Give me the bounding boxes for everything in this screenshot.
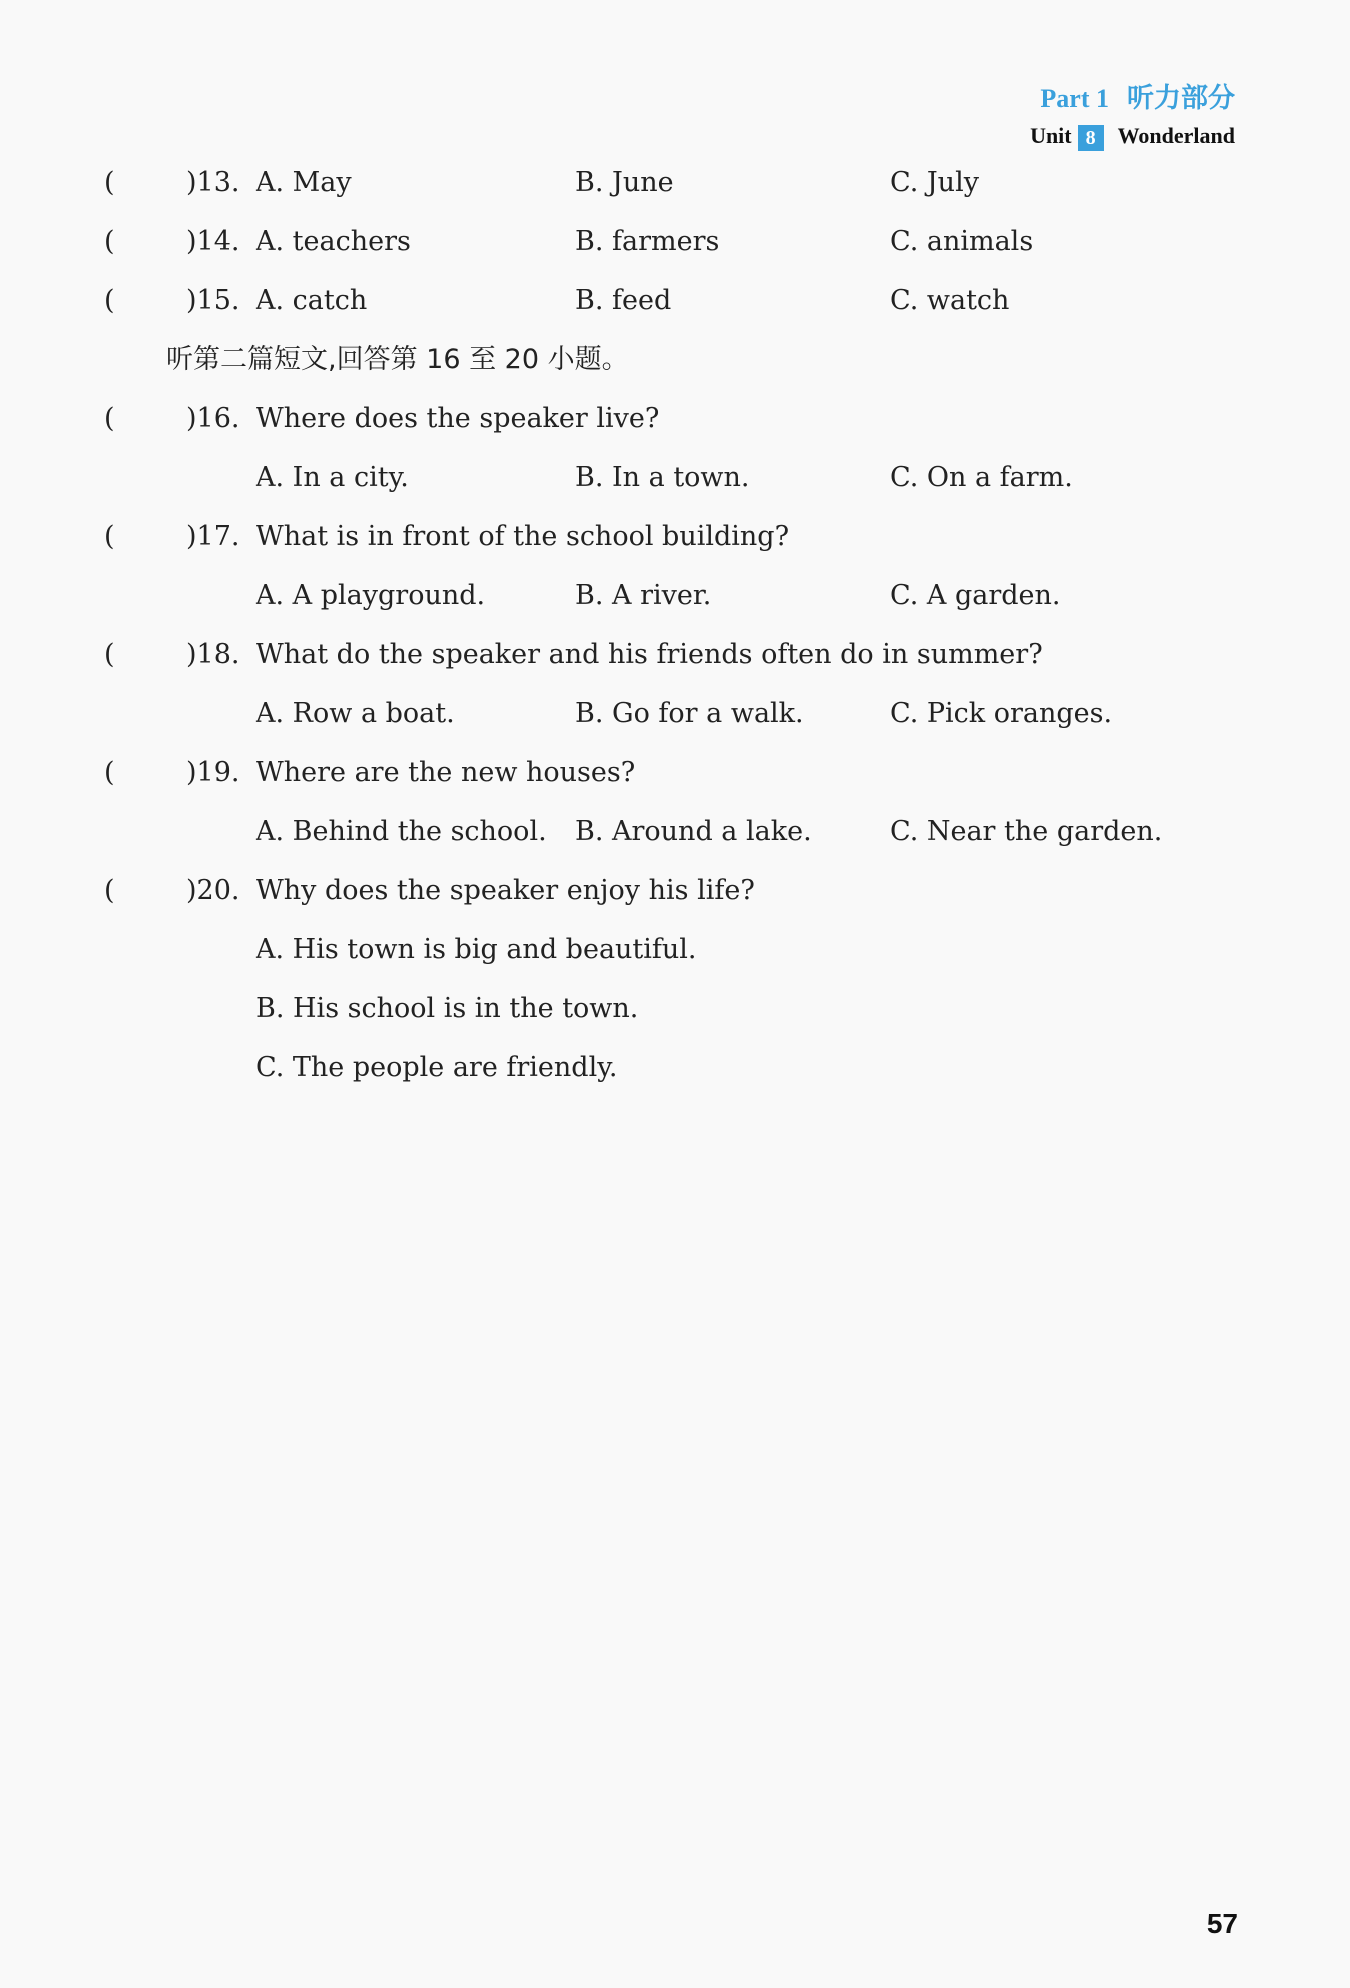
option-b: B. His school is in the town. xyxy=(256,993,639,1024)
question-number: )16. xyxy=(186,403,240,434)
section-instruction-row xyxy=(0,340,1350,380)
option-c: C. Pick oranges. xyxy=(890,698,1113,729)
unit-word: Unit xyxy=(1030,123,1072,148)
option-a: A. catch xyxy=(256,285,368,316)
question-16 xyxy=(0,399,1350,439)
question-number: )14. xyxy=(186,226,240,257)
unit-title: Wonderland xyxy=(1117,123,1235,148)
option-a: A. Behind the school. xyxy=(256,816,547,847)
question-19 xyxy=(0,753,1350,793)
section-instruction: 听第二篇短文,回答第 16 至 20 小题。 xyxy=(166,344,629,375)
answer-paren: ( xyxy=(104,226,115,257)
unit-number-badge: 8 xyxy=(1078,125,1104,151)
option-a: A. teachers xyxy=(256,226,411,257)
part-heading xyxy=(1030,76,1235,115)
question-number: )18. xyxy=(186,639,240,670)
question-17-options xyxy=(0,576,1350,616)
answer-paren: ( xyxy=(104,285,115,316)
option-a: A. A playground. xyxy=(256,580,486,611)
option-c: C. Near the garden. xyxy=(890,816,1163,847)
option-b: B. A river. xyxy=(575,580,712,611)
option-c: C. watch xyxy=(890,285,1010,316)
option-a: A. His town is big and beautiful. xyxy=(256,934,697,965)
question-text: Where does the speaker live? xyxy=(256,403,660,434)
option-b: B. farmers xyxy=(575,226,720,257)
question-text: What do the speaker and his friends often do in summer? xyxy=(256,639,1043,670)
page-header xyxy=(1030,76,1235,151)
question-text: Why does the speaker enjoy his life? xyxy=(256,875,755,906)
option-b: B. Around a lake. xyxy=(575,816,812,847)
question-13 xyxy=(0,163,1350,203)
answer-paren: ( xyxy=(104,521,115,552)
question-15 xyxy=(0,281,1350,321)
option-b: B. In a town. xyxy=(575,462,750,493)
question-number: )17. xyxy=(186,521,240,552)
question-number: )19. xyxy=(186,757,240,788)
option-a: A. May xyxy=(256,167,352,198)
option-c: C. On a farm. xyxy=(890,462,1073,493)
question-text: What is in front of the school building? xyxy=(256,521,790,552)
question-20-option-a-row xyxy=(0,930,1350,970)
option-c: C. July xyxy=(890,167,979,198)
question-number: )13. xyxy=(186,167,240,198)
question-number: )15. xyxy=(186,285,240,316)
answer-paren: ( xyxy=(104,639,115,670)
question-18-options xyxy=(0,694,1350,734)
question-18 xyxy=(0,635,1350,675)
part-cn-label: 听力部分 xyxy=(1127,83,1235,114)
answer-paren: ( xyxy=(104,403,115,434)
part-label: Part 1 xyxy=(1040,84,1109,113)
unit-heading xyxy=(1030,123,1235,151)
option-b: B. Go for a walk. xyxy=(575,698,804,729)
answer-paren: ( xyxy=(104,757,115,788)
question-16-options xyxy=(0,458,1350,498)
option-c: C. A garden. xyxy=(890,580,1061,611)
page-number: 57 xyxy=(1206,1908,1238,1939)
option-b: B. feed xyxy=(575,285,672,316)
answer-paren: ( xyxy=(104,167,115,198)
question-20 xyxy=(0,871,1350,911)
option-c: C. The people are friendly. xyxy=(256,1052,618,1083)
question-text: Where are the new houses? xyxy=(256,757,636,788)
question-19-options xyxy=(0,812,1350,852)
option-b: B. June xyxy=(575,167,674,198)
question-20-option-b-row xyxy=(0,989,1350,1029)
question-17 xyxy=(0,517,1350,557)
question-20-option-c-row xyxy=(0,1048,1350,1088)
question-number: )20. xyxy=(186,875,240,906)
question-14 xyxy=(0,222,1350,262)
option-c: C. animals xyxy=(890,226,1034,257)
option-a: A. Row a boat. xyxy=(256,698,455,729)
answer-paren: ( xyxy=(104,875,115,906)
option-a: A. In a city. xyxy=(256,462,409,493)
